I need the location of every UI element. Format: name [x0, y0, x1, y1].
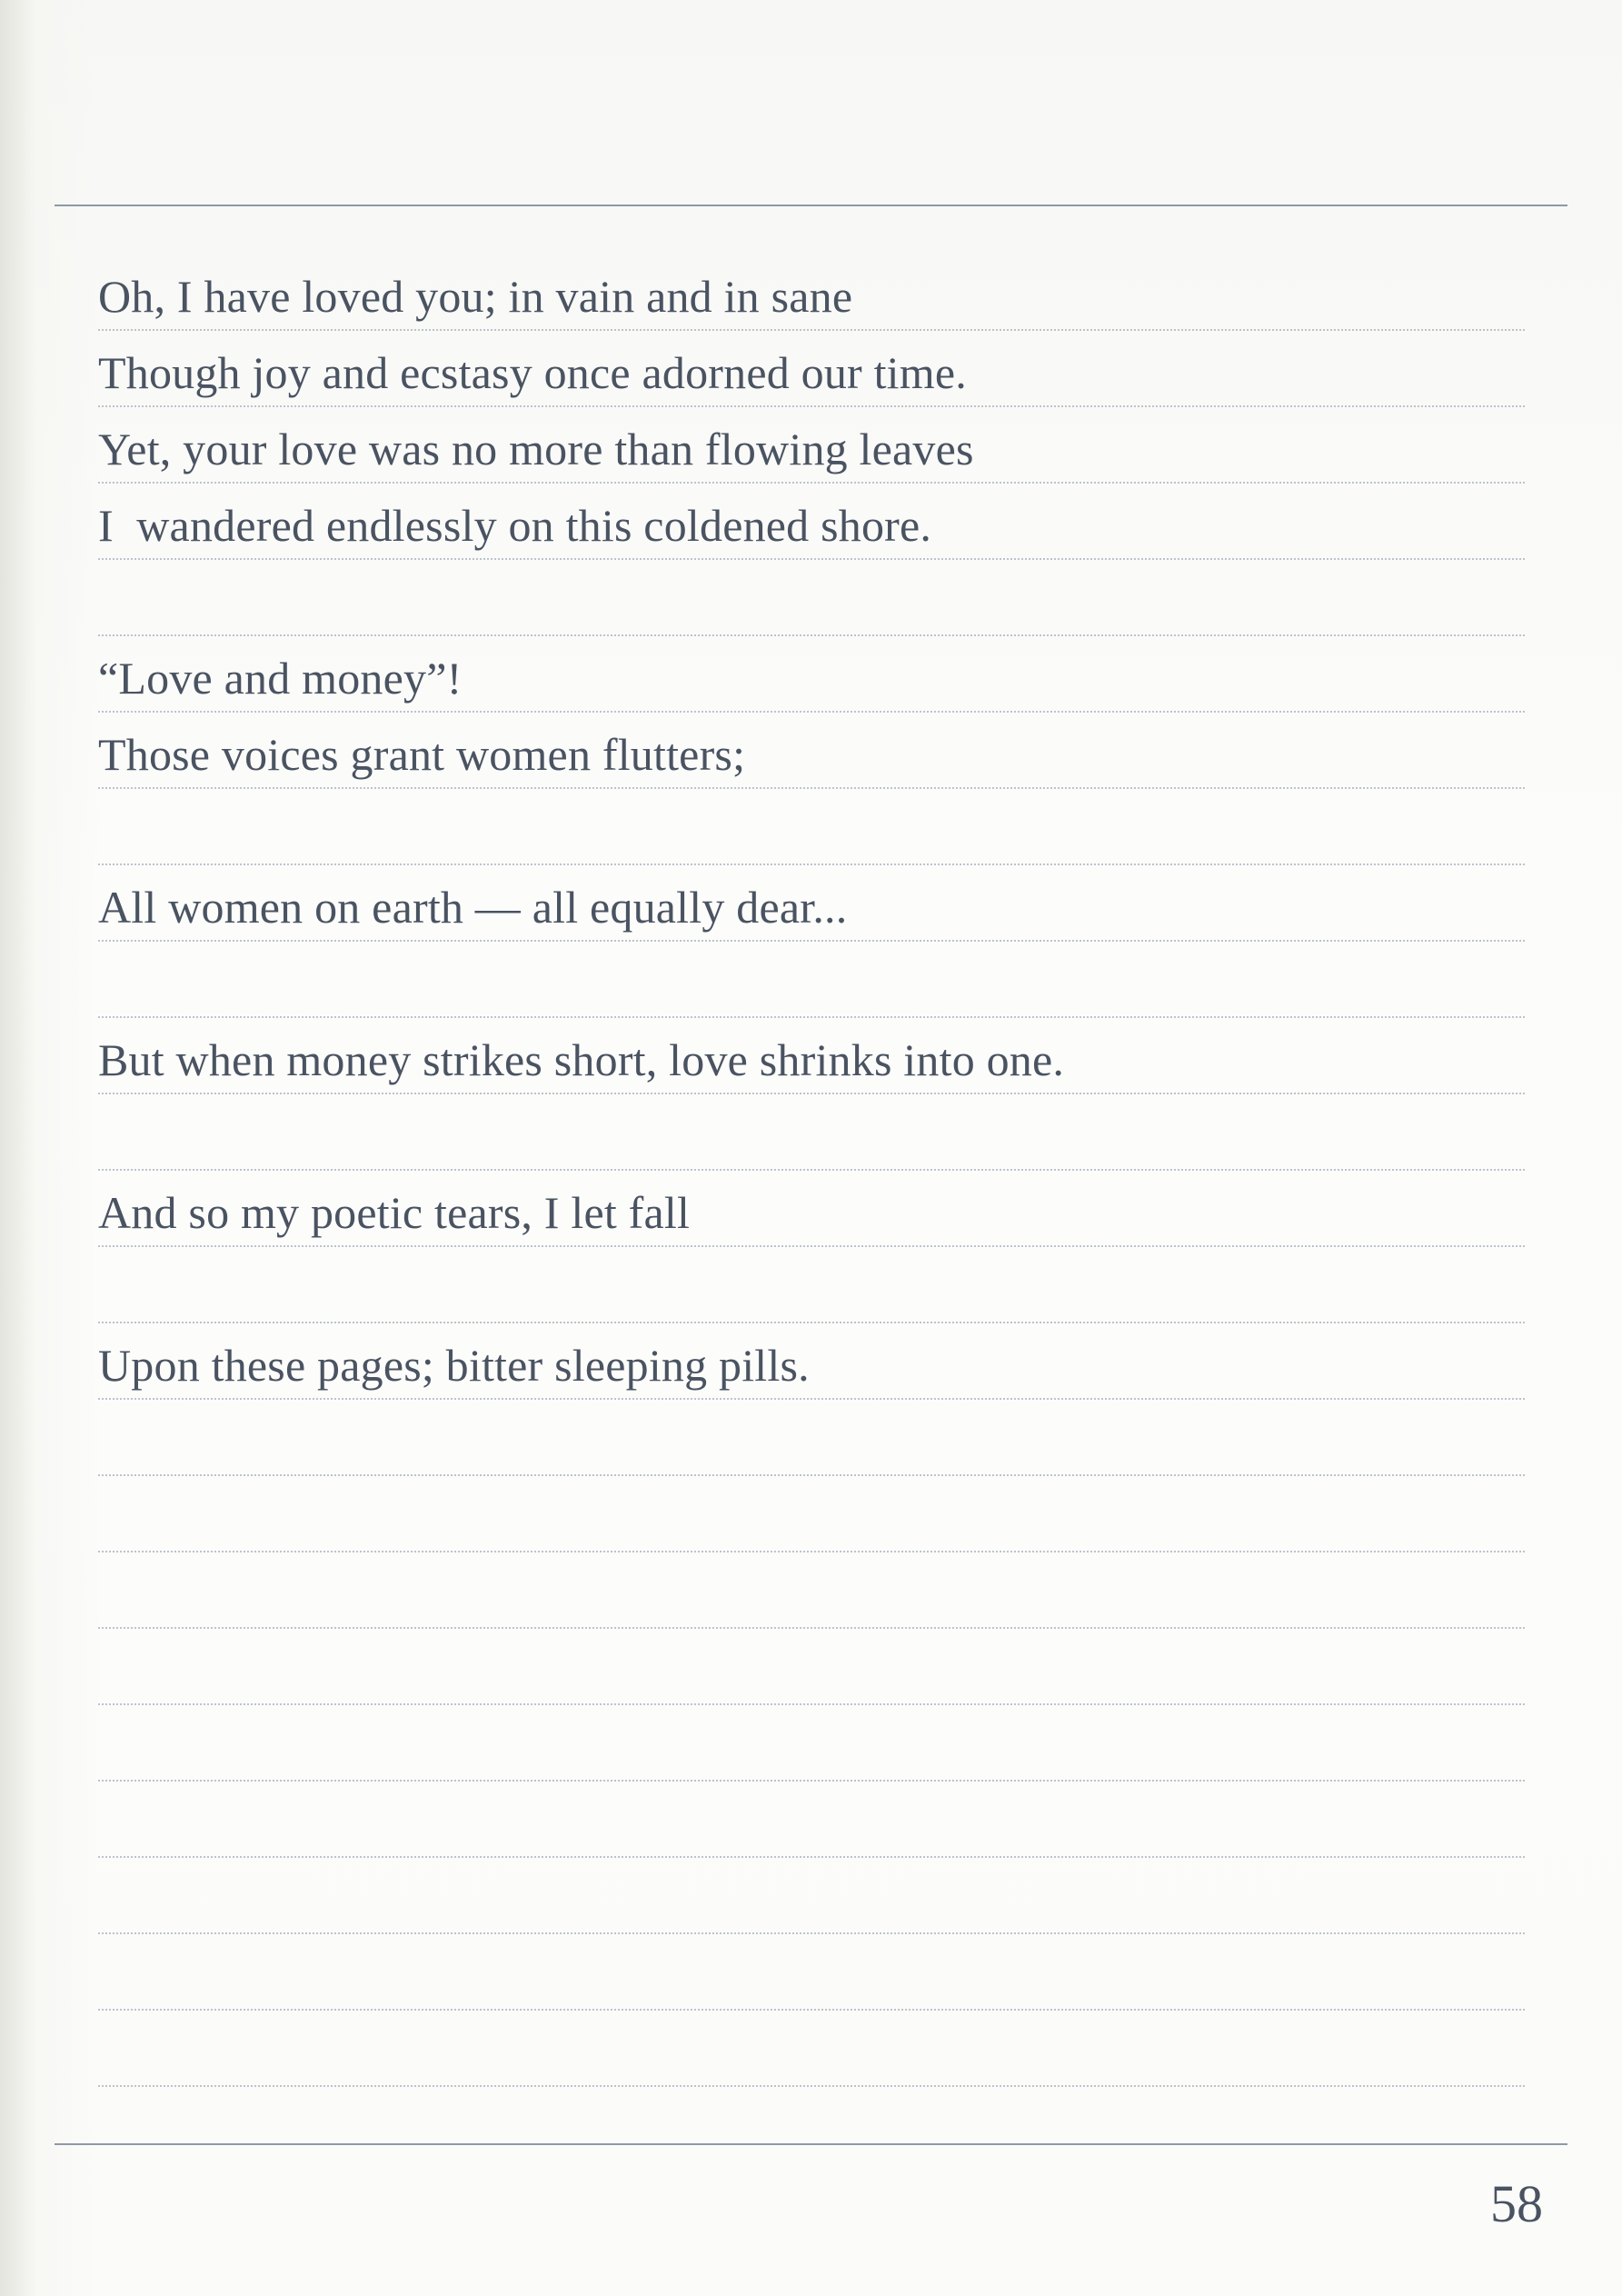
ruled-line [98, 1782, 1525, 1858]
ruled-line [98, 1323, 1525, 1400]
ruled-line [98, 789, 1525, 865]
ruled-line [98, 1552, 1525, 1629]
ruled-line [98, 560, 1525, 636]
ruled-line [98, 865, 1525, 942]
poem-lines [98, 255, 1525, 2087]
ruled-line [98, 1094, 1525, 1171]
poem-line: Though joy and ecstasy once adorned our time. [98, 347, 967, 398]
ruled-line [98, 484, 1525, 560]
ruled-line [98, 1476, 1525, 1552]
ruled-line [98, 636, 1525, 713]
poem-line: All women on earth — all equally dear... [98, 882, 848, 933]
ruled-line [98, 1629, 1525, 1705]
poem-line: Those voices grant women flutters; [98, 729, 746, 780]
ruled-line [98, 1018, 1525, 1094]
poem-line: And so my poetic tears, I let fall [98, 1187, 691, 1238]
poem-line: Yet, your love was no more than flowing leaves [98, 424, 974, 474]
top-rule [55, 205, 1567, 206]
ruled-line [98, 1247, 1525, 1323]
poem-line: But when money strikes short, love shrinks into one. [98, 1034, 1065, 1085]
ruled-line [98, 1171, 1525, 1247]
ruled-line [98, 2011, 1525, 2087]
bottom-rule [55, 2143, 1567, 2145]
ruled-line [98, 331, 1525, 407]
ruled-line [98, 1400, 1525, 1476]
ruled-line [98, 1705, 1525, 1782]
poem-line: “Love and money”! [98, 653, 463, 704]
ruled-line [98, 1858, 1525, 1934]
poem-line: Oh, I have loved you; in vain and in sane [98, 271, 853, 322]
poem-line: I wandered endlessly on this coldened shore. [98, 500, 932, 551]
page-number: 58 [1490, 2174, 1543, 2233]
poem-line: Upon these pages; bitter sleeping pills. [98, 1340, 810, 1391]
ruled-line [98, 942, 1525, 1018]
ruled-line [98, 407, 1525, 484]
ruled-line [98, 1934, 1525, 2011]
ruled-line [98, 713, 1525, 789]
ruled-line [98, 255, 1525, 331]
